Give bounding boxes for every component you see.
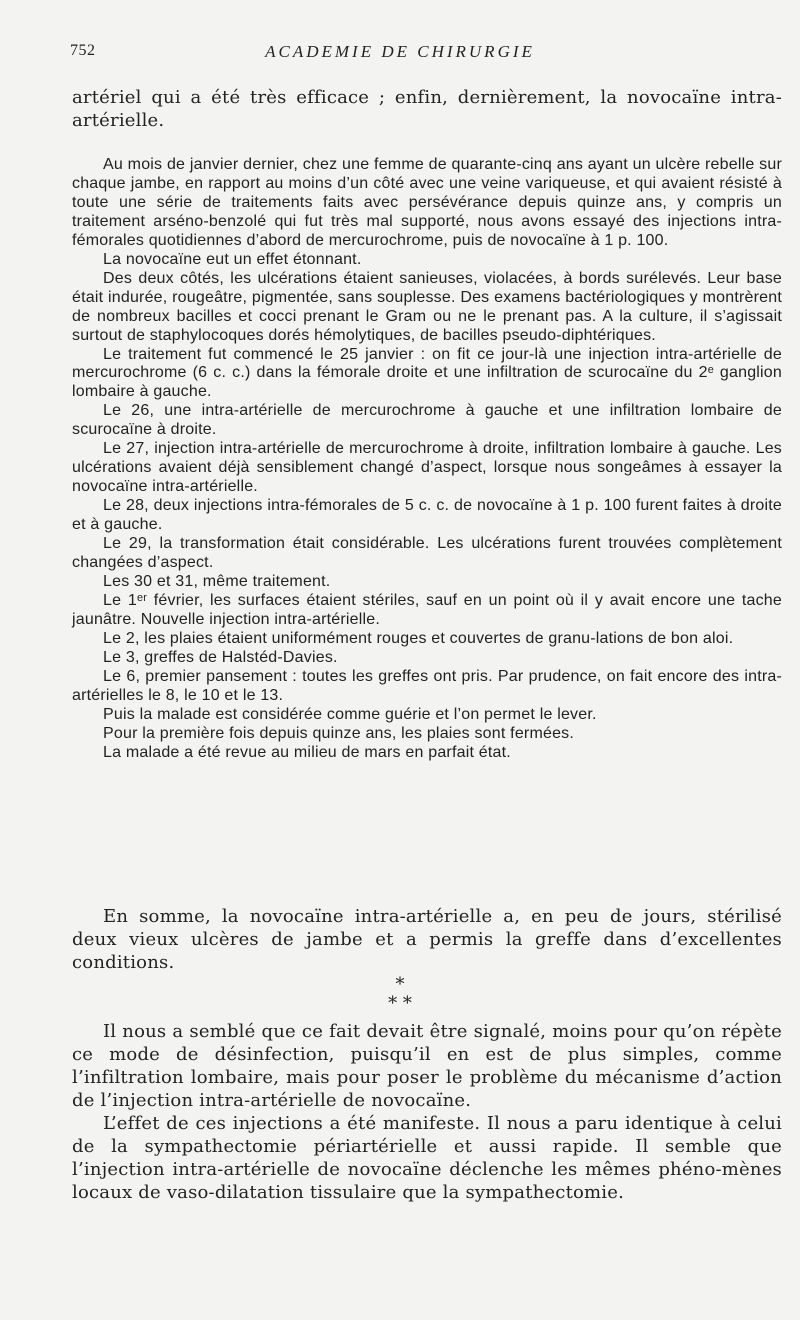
case-paragraph: La novocaïne eut un effet étonnant.	[103, 250, 362, 268]
case-paragraph: Le traitement fut commencé le 25 janvier : on fit ce jour-là une injection intra-artérielle de mercurochrome (6 c. c.) dans la fémorale droite et une infiltration de scurocaïne du 2ᵉ ganglion lombaire à gauche.	[72, 345, 782, 401]
closing-section	[72, 1020, 782, 1204]
case-paragraph: Pour la première fois depuis quinze ans, les plaies sont fermées.	[103, 724, 575, 742]
case-paragraph: Puis la malade est considérée comme guérie et l’on permet le lever.	[103, 705, 597, 723]
intro-paragraph: artériel qui a été très efficace ; enfin, dernièrement, la novocaïne intra-artérielle.	[72, 87, 782, 131]
asterism-top: *	[395, 974, 405, 995]
case-paragraph: Le 2, les plaies étaient uniformément rouges et couvertes de granu-lations de bon aloi.	[103, 629, 734, 647]
intro-section	[72, 86, 782, 132]
case-paragraph: Les 30 et 31, même traitement.	[103, 572, 331, 590]
case-paragraph: Le 6, premier pansement : toutes les greffes ont pris. Par prudence, on fait encore des intra-artérielles le 8, le 10 et le 13.	[72, 667, 782, 704]
summary-paragraph: En somme, la novocaïne intra-artérielle a, en peu de jours, stérilisé deux vieux ulcères de jambe et a permis la greffe dans d’excellentes conditions.	[72, 906, 782, 973]
case-paragraph: Des deux côtés, les ulcérations étaient sanieuses, violacées, à bords surélevés. Leur base était indurée, rougeâtre, pigmentée, sans souplesse. Des examens bactériologiques y montrèrent de nombreux bacilles et cocci prenant le Gram ou ne le prenant pas. A la culture, il s’agissait surtout de staphylocoques dorés hémolytiques, de bacilles pseudo-diphtériques.	[72, 269, 782, 344]
case-paragraph: Le 26, une intra-artérielle de mercurochrome à gauche et une infiltration lombaire de scurocaïne à droite.	[72, 402, 782, 439]
page-number: 752	[70, 42, 96, 59]
page-header	[0, 42, 800, 66]
summary-section	[72, 905, 782, 974]
case-report	[72, 156, 782, 763]
case-paragraph: Le 27, injection intra-artérielle de mercurochrome à droite, infiltration lombaire à gauche. Les ulcérations avaient déjà sensiblement changé d’aspect, lorsque nous songeâmes à essayer la novocaïne intra-artérielle.	[72, 440, 782, 496]
case-paragraph: Au mois de janvier dernier, chez une femme de quarante-cinq ans ayant un ulcère rebelle sur chaque jambe, en rapport au moins d’un côté avec une veine variqueuse, et qui avaient résisté à toute une série de traitements faits avec persévérance depuis quinze ans, y compris un traitement arséno-benzolé qui fut très mal supporté, nous avons essayé des injections intra-fémorales quotidiennes d’abord de mercurochrome, puis de novocaïne à 1 p. 100.	[72, 156, 782, 249]
running-title: ACADEMIE DE CHIRURGIE	[265, 42, 535, 61]
case-paragraph: Le 28, deux injections intra-fémorales de 5 c. c. de novocaïne à 1 p. 100 furent faites à droite et à gauche.	[72, 497, 782, 534]
closing-paragraph: L’effet de ces injections a été manifeste. Il nous a paru identique à celui de la sympathectomie périartérielle et aussi rapide. Il semble que l’injection intra-artérielle de novocaïne déclenche les mêmes phéno-mènes locaux de vaso-dilatation tissulaire que la sympathectomie.	[72, 1113, 782, 1203]
asterism-separator	[0, 975, 800, 1013]
case-paragraph: La malade a été revue au milieu de mars en parfait état.	[103, 743, 511, 761]
case-paragraph: Le 29, la transformation était considérable. Les ulcérations furent trouvées complètement changées d’aspect.	[72, 535, 782, 572]
case-paragraph: Le 3, greffes de Halstéd-Davies.	[103, 648, 338, 666]
closing-paragraph: Il nous a semblé que ce fait devait être signalé, moins pour qu’on répète ce mode de désinfection, puisqu’il en est de plus simples, comme l’infiltration lombaire, mais pour poser le problème du mécanisme d’action de l’injection intra-artérielle de novocaïne.	[72, 1021, 782, 1111]
case-paragraph: Le 1ᵉʳ février, les surfaces étaient stériles, sauf en un point où il y avait encore une tache jaunâtre. Nouvelle injection intra-artérielle.	[72, 591, 782, 628]
asterism-bottom: * *	[388, 993, 412, 1014]
